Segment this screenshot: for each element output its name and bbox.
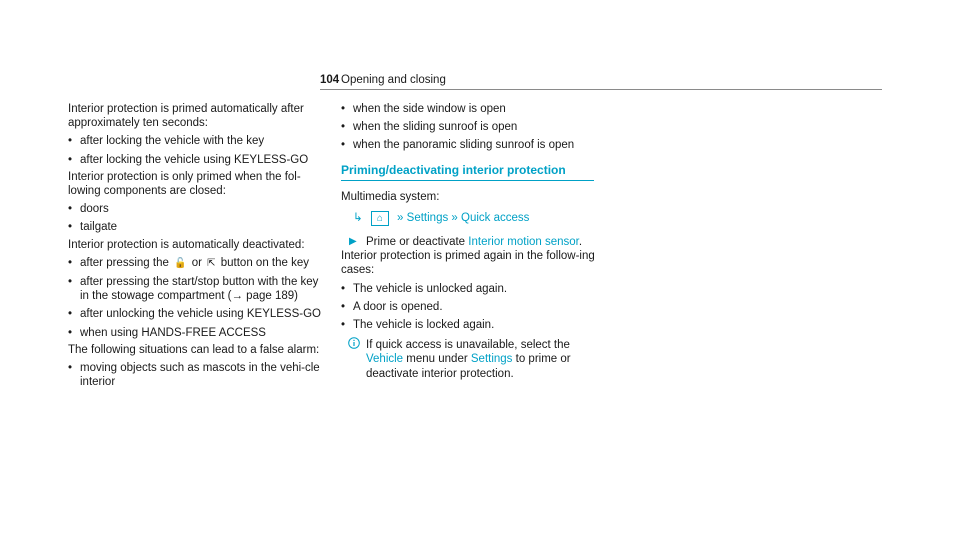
list-item: • after unlocking the vehicle using KEYLESS-GO — [68, 308, 321, 321]
components-list — [68, 202, 326, 234]
bullet-icon: • — [341, 282, 346, 295]
list-item: • after pressing the start/stop button with the key in the stowage compartment (→ page 189) — [68, 276, 319, 303]
bullet-icon: • — [68, 135, 73, 148]
action-arrow-icon: ▶ — [349, 236, 357, 248]
bullet-icon: • — [68, 308, 73, 321]
false-alarm-paragraph: The following situations can lead to a false alarm: — [68, 343, 320, 356]
list-item: • A door is opened. — [341, 300, 443, 313]
intro-paragraph: Interior protection is primed automatically after approximately ten seconds: — [68, 103, 304, 130]
bullet-icon: • — [68, 326, 73, 339]
vehicle-link[interactable]: Vehicle — [366, 353, 404, 366]
left-column — [68, 102, 326, 392]
nav-quick-access[interactable]: Quick access — [461, 212, 530, 225]
page-title: Opening and closing — [341, 74, 446, 86]
nav-settings[interactable]: Settings — [406, 212, 449, 225]
false-alarm-list — [68, 361, 326, 389]
primed-again-paragraph: Interior protection is primed again in the follow-ing cases: — [341, 250, 595, 277]
chevron-right-icon: » — [451, 212, 458, 225]
list-item: • tailgate — [68, 221, 118, 234]
bullet-icon: • — [68, 221, 73, 234]
deactivated-paragraph: Interior protection is automatically deactivated: — [68, 238, 305, 251]
list-item: • when the side window is open — [341, 103, 506, 115]
list-item: • when the sliding sunroof is open — [341, 121, 518, 134]
list-item: • doors — [68, 203, 109, 216]
path-arrow-icon: ↳ — [353, 212, 363, 225]
bullet-icon: • — [341, 319, 346, 332]
info-icon — [348, 337, 360, 349]
bullet-icon: • — [68, 256, 73, 269]
home-icon[interactable]: ⌂ — [371, 211, 389, 226]
primed-again-list — [341, 282, 601, 333]
navigation-path — [341, 209, 601, 227]
unlock-key-icon: 🔓 — [174, 257, 187, 269]
bullet-icon: • — [68, 362, 73, 375]
settings-link[interactable]: Settings — [470, 353, 513, 366]
list-item: • The vehicle is unlocked again. — [341, 282, 508, 295]
section-title: Priming/deactivating interior protection — [341, 163, 594, 181]
chevron-right-icon: » — [397, 212, 404, 225]
bullet-icon: • — [68, 203, 73, 216]
page-number: 104 — [320, 74, 340, 86]
list-item: • moving objects such as mascots in the vehi-cle interior — [68, 362, 320, 389]
components-paragraph: Interior protection is only primed when the fol-lowing components are closed: — [68, 170, 301, 198]
deactivation-list — [68, 256, 326, 340]
list-item: • after pressing the 🔓 or ⇱ button on the key — [68, 256, 326, 271]
page-header — [320, 72, 882, 90]
tailgate-key-icon: ⇱ — [207, 257, 216, 269]
false-alarm-list-continued — [341, 102, 601, 153]
multimedia-label: Multimedia system: — [341, 190, 440, 203]
bullet-icon: • — [341, 121, 346, 134]
list-item: • when the panoramic sliding sunroof is open — [341, 139, 575, 152]
bullet-icon: • — [68, 276, 73, 289]
list-item: • after locking the vehicle with the key — [68, 135, 265, 148]
list-item: • The vehicle is locked again. — [341, 319, 495, 332]
bullet-icon: • — [68, 153, 73, 166]
interior-motion-sensor-link[interactable]: Interior motion sensor — [468, 236, 579, 249]
bullet-icon: • — [341, 300, 346, 313]
info-note: If quick access is unavailable, select the Vehicle menu under Settings to prime or deactivate interior protection. — [341, 338, 601, 381]
action-step: ▶ Prime or deactivate Interior motion sensor. — [349, 236, 583, 249]
bullet-icon: • — [341, 103, 346, 115]
bullet-icon: • — [341, 139, 346, 152]
list-item: • when using HANDS-FREE ACCESS — [68, 326, 266, 339]
right-column — [341, 102, 601, 381]
auto-prime-list — [68, 134, 326, 166]
header-rule — [320, 89, 882, 90]
list-item: • after locking the vehicle using KEYLESS-GO — [68, 153, 309, 166]
